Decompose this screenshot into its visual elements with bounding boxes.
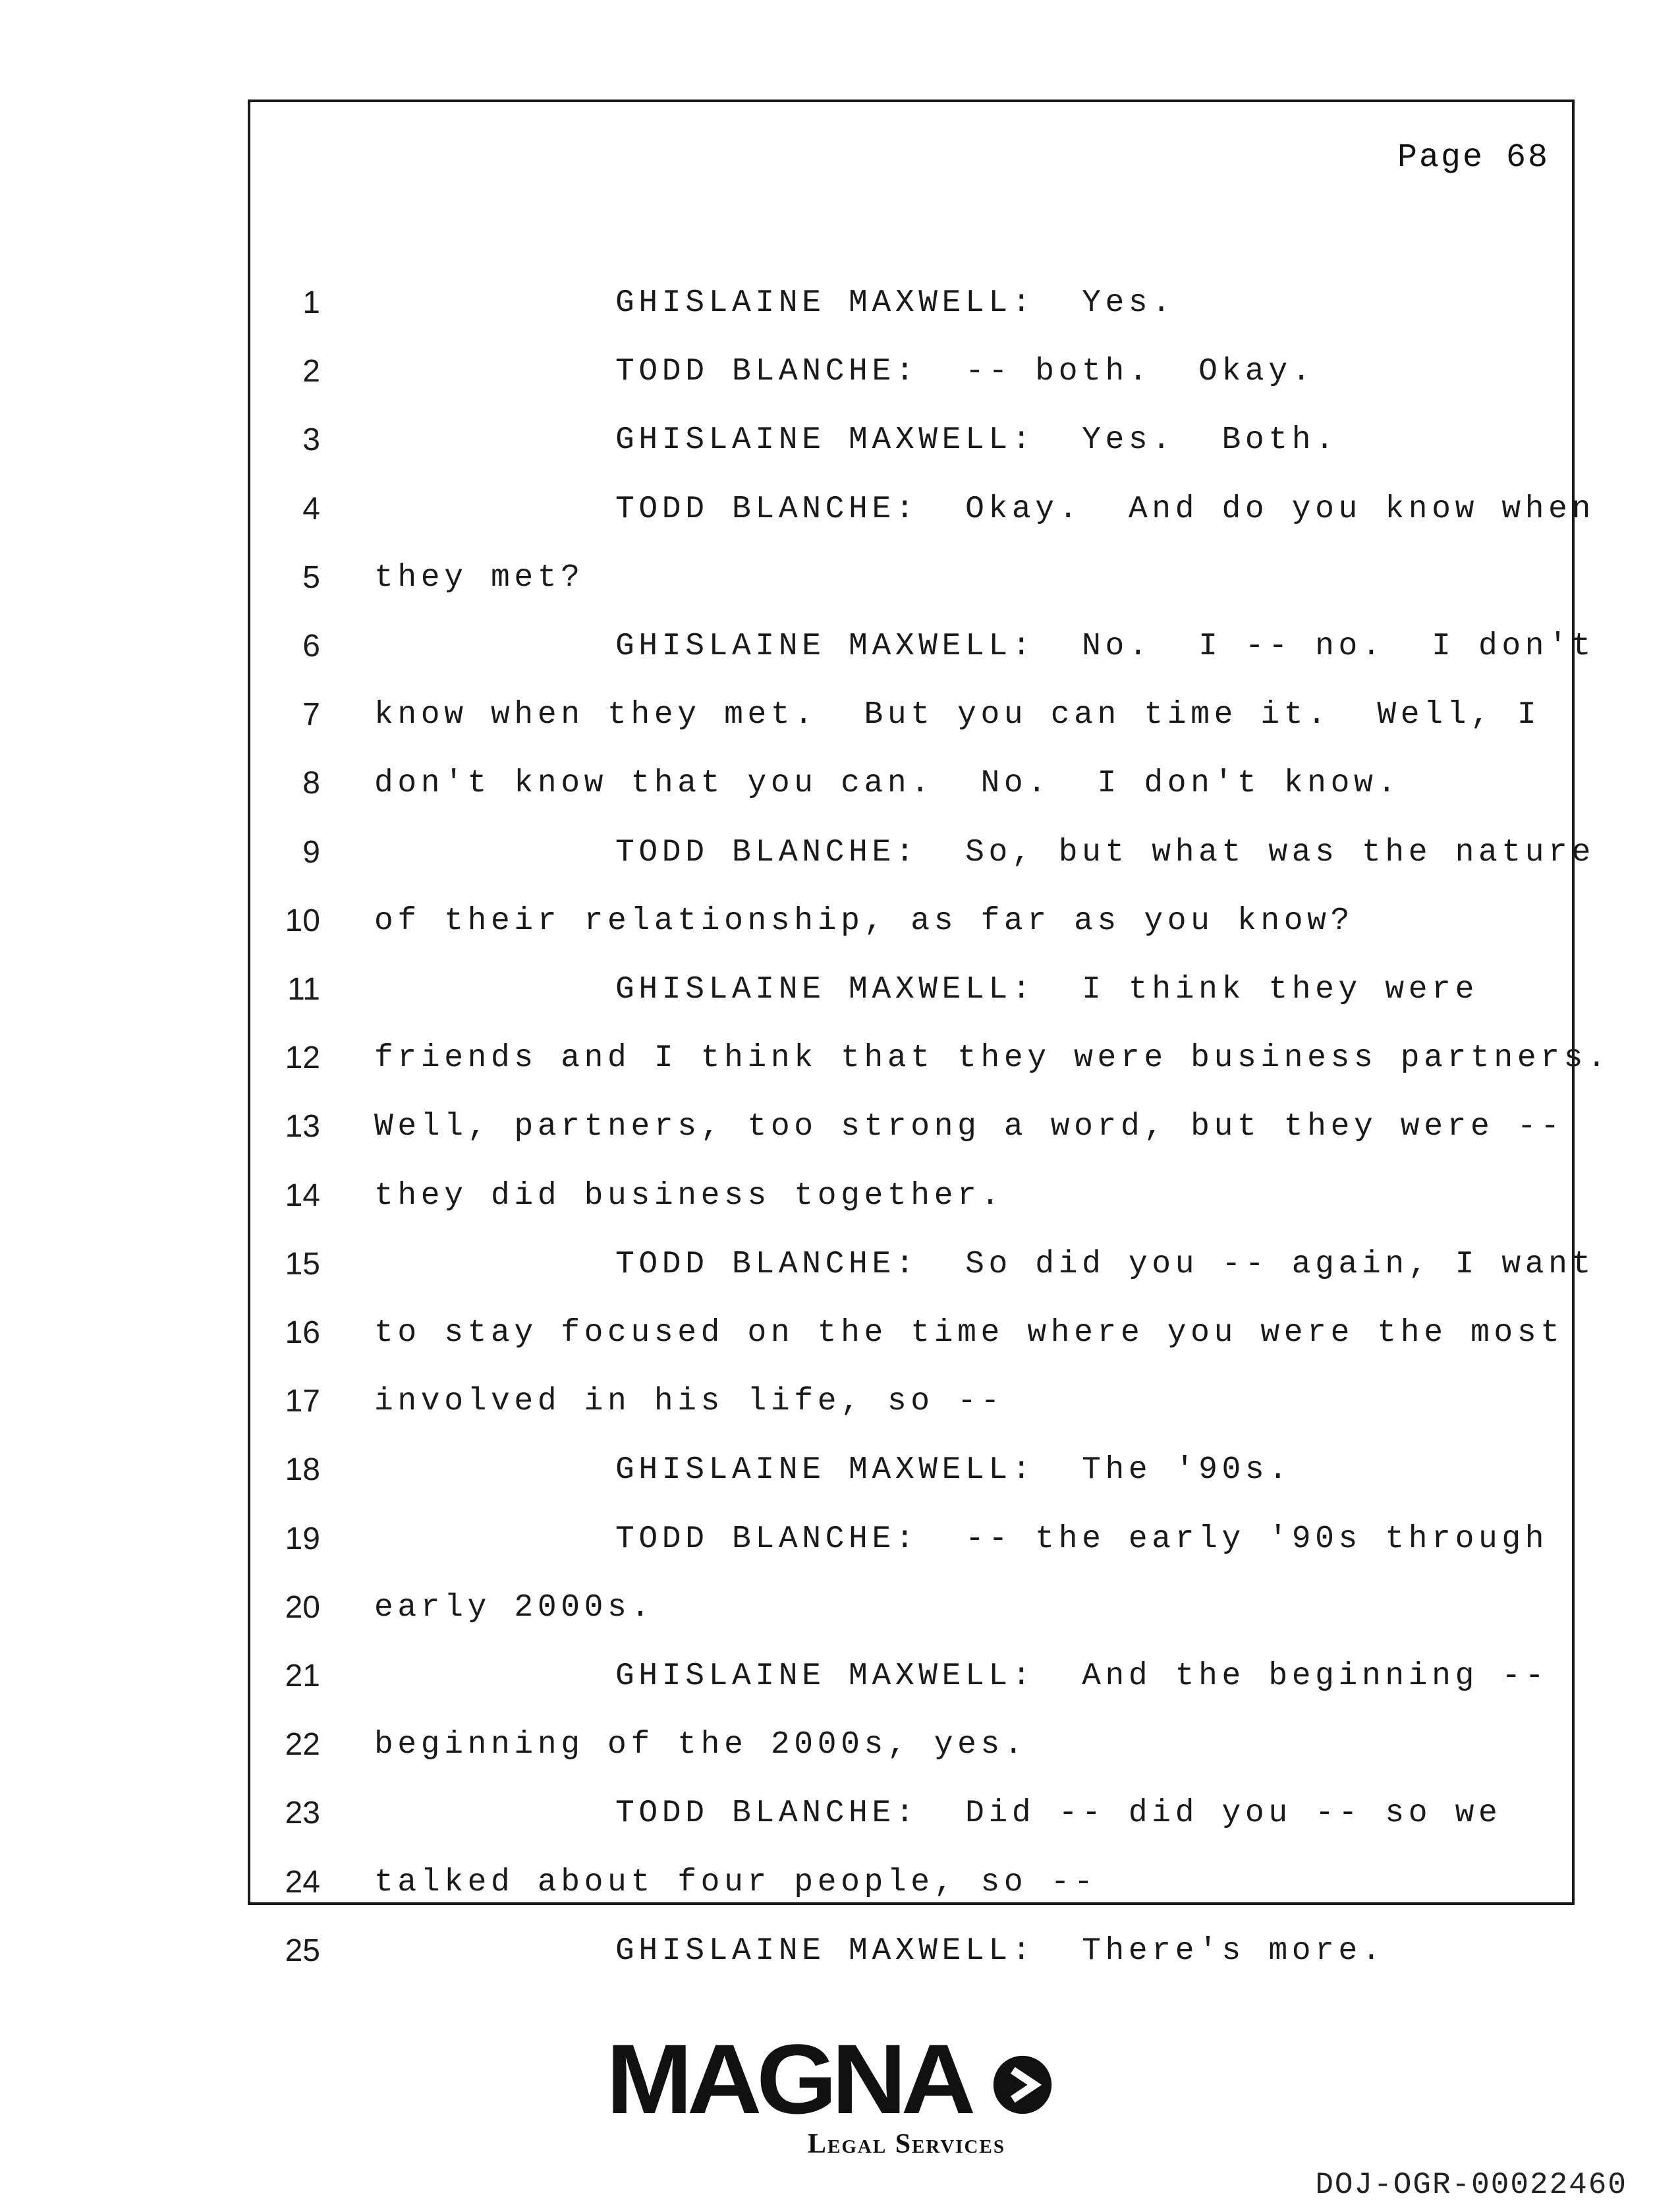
transcript-line bbox=[250, 1096, 1572, 1165]
transcript-line bbox=[250, 1509, 1572, 1577]
logo-wordmark: MAGNA bbox=[606, 2024, 970, 2134]
transcript-line bbox=[250, 1234, 1595, 1303]
line-number: 8 bbox=[302, 766, 320, 801]
transcript-line bbox=[250, 548, 1572, 616]
transcript-line bbox=[250, 1783, 1572, 1852]
line-number: 9 bbox=[302, 834, 320, 870]
line-text: they did business together. bbox=[374, 1177, 1004, 1214]
line-number: 14 bbox=[285, 1177, 320, 1213]
line-text: friends and I think that they were business partners. bbox=[374, 1040, 1611, 1077]
line-text: GHISLAINE MAXWELL: Yes. bbox=[615, 285, 1175, 321]
line-number: 25 bbox=[285, 1933, 320, 1968]
line-text: TODD BLANCHE: -- both. Okay. bbox=[615, 354, 1316, 390]
bates-number: DOJ-OGR-00022460 bbox=[1315, 2168, 1627, 2202]
logo-subtitle: Legal Services bbox=[808, 2129, 1005, 2159]
line-text: GHISLAINE MAXWELL: The '90s. bbox=[615, 1452, 1292, 1489]
line-number: 18 bbox=[285, 1452, 320, 1488]
line-text: involved in his life, so -- bbox=[374, 1384, 1004, 1420]
line-number: 12 bbox=[285, 1040, 320, 1076]
transcript-line bbox=[250, 1028, 1611, 1096]
line-number: 16 bbox=[285, 1315, 320, 1350]
transcript-line bbox=[250, 1715, 1572, 1783]
transcript-line bbox=[250, 341, 1572, 410]
line-text: GHISLAINE MAXWELL: There's more. bbox=[615, 1933, 1386, 1969]
line-text: they met? bbox=[374, 559, 584, 596]
transcript-line bbox=[250, 753, 1572, 822]
transcript-line bbox=[250, 1303, 1572, 1371]
transcript-line bbox=[250, 685, 1572, 753]
magna-logo bbox=[606, 2024, 1067, 2161]
transcript-line bbox=[250, 891, 1572, 959]
line-number: 13 bbox=[285, 1109, 320, 1145]
line-text: don't know that you can. No. I don't know. bbox=[374, 766, 1401, 802]
transcript-line bbox=[250, 273, 1572, 341]
line-text: TODD BLANCHE: Did -- did you -- so we bbox=[615, 1796, 1502, 1832]
page-number: Page 68 bbox=[1397, 139, 1550, 177]
transcript-line bbox=[250, 1371, 1572, 1440]
line-number: 1 bbox=[302, 285, 320, 320]
line-text: GHISLAINE MAXWELL: No. I -- no. I don't bbox=[615, 629, 1595, 664]
line-text: know when they met. But you can time it. Well, I bbox=[374, 697, 1541, 733]
line-text: TODD BLANCHE: So did you -- again, I want bbox=[615, 1246, 1595, 1282]
line-number: 6 bbox=[302, 629, 320, 664]
line-text: GHISLAINE MAXWELL: Yes. Both. bbox=[615, 422, 1339, 459]
transcript-line bbox=[250, 479, 1595, 548]
line-text: early 2000s. bbox=[374, 1589, 654, 1626]
line-text: GHISLAINE MAXWELL: I think they were bbox=[615, 972, 1478, 1007]
line-text: Well, partners, too strong a word, but they were -- bbox=[374, 1109, 1564, 1145]
transcript-line bbox=[250, 1852, 1572, 1921]
line-text: to stay focused on the time where you were the most bbox=[374, 1315, 1564, 1351]
arrow-circle-icon bbox=[992, 2055, 1053, 2115]
line-text: beginning of the 2000s, yes. bbox=[374, 1727, 1028, 1763]
transcript-line bbox=[250, 822, 1595, 891]
transcript-lines bbox=[250, 102, 1611, 1969]
line-text: GHISLAINE MAXWELL: And the beginning -- bbox=[615, 1659, 1549, 1694]
line-number: 15 bbox=[285, 1246, 320, 1282]
line-text: of their relationship, as far as you know? bbox=[374, 903, 1354, 939]
line-number: 7 bbox=[302, 697, 320, 733]
line-number: 17 bbox=[285, 1384, 320, 1419]
line-number: 19 bbox=[285, 1521, 320, 1556]
line-number: 4 bbox=[302, 491, 320, 526]
line-number: 23 bbox=[285, 1796, 320, 1831]
line-number: 5 bbox=[302, 559, 320, 595]
line-text: talked about four people, so -- bbox=[374, 1864, 1098, 1900]
line-text: TODD BLANCHE: So, but what was the nature bbox=[615, 834, 1595, 870]
transcript-line bbox=[250, 616, 1595, 685]
transcript-line bbox=[250, 1440, 1572, 1508]
transcript-line bbox=[250, 959, 1572, 1028]
transcript-line bbox=[250, 410, 1572, 478]
line-number: 3 bbox=[302, 422, 320, 458]
line-number: 21 bbox=[285, 1659, 320, 1693]
line-number: 11 bbox=[287, 972, 320, 1007]
line-number: 2 bbox=[302, 354, 320, 389]
line-number: 24 bbox=[285, 1864, 320, 1900]
line-number: 20 bbox=[285, 1589, 320, 1625]
line-text: TODD BLANCHE: Okay. And do you know when bbox=[615, 491, 1595, 527]
line-number: 22 bbox=[285, 1727, 320, 1763]
transcript-line bbox=[250, 1921, 1572, 1989]
line-number: 10 bbox=[285, 903, 320, 938]
line-text: TODD BLANCHE: -- the early '90s through bbox=[615, 1521, 1549, 1557]
transcript-line bbox=[250, 1577, 1572, 1646]
transcript-line bbox=[250, 1166, 1572, 1234]
transcript-frame bbox=[248, 99, 1611, 1969]
transcript-line bbox=[250, 1646, 1572, 1715]
